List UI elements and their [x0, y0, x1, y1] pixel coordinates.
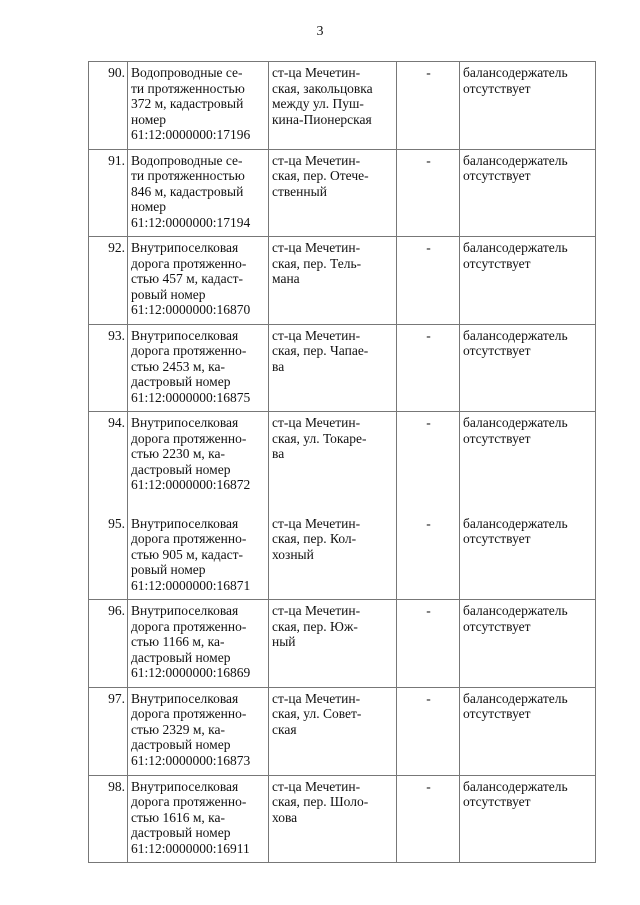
object-name-line: Внутрипоселковая: [131, 690, 239, 706]
holder-line: отсутствует: [463, 794, 531, 809]
object-name-line: Водопроводные се-: [131, 152, 243, 168]
holder-cell: [460, 600, 596, 688]
holder-line: балансодержатель: [463, 515, 568, 531]
object-name-line: Водопроводные се-: [131, 65, 243, 80]
dash-value: -: [426, 778, 431, 794]
holder-line: балансодержатель: [463, 327, 568, 343]
dash-cell: [397, 324, 460, 412]
row-number: 97.: [108, 690, 125, 706]
holder-cell: [460, 237, 596, 325]
dash-cell: [397, 687, 460, 775]
object-name-line: 61:12:0000000:17196: [131, 127, 251, 142]
row-number-cell: [89, 775, 128, 863]
row-number-cell: [89, 600, 128, 688]
address-line: ст-ца Мечетин-: [272, 515, 361, 531]
object-name-line: стью 2230 м, ка-: [131, 446, 226, 461]
object-name-line: 61:12:0000000:16873: [131, 752, 251, 768]
row-number-cell: [89, 62, 128, 150]
property-registry-table: [88, 61, 596, 863]
object-name-cell: [128, 149, 269, 237]
holder-line: отсутствует: [463, 531, 531, 546]
dash-cell: [397, 412, 460, 499]
dash-cell: [397, 600, 460, 688]
object-name-line: стью 2453 м, ка-: [131, 358, 226, 374]
object-name-line: стью 1616 м, ка-: [131, 809, 226, 825]
address-line: ская, пер. Кол-: [272, 531, 357, 546]
object-name-line: 61:12:0000000:16911: [131, 840, 250, 856]
holder-cell: [460, 412, 596, 499]
registry-body: [89, 62, 596, 863]
object-name-line: Внутрипоселковая: [131, 603, 239, 618]
address-line: мана: [272, 271, 300, 286]
table-row: [89, 149, 596, 237]
row-number: 93.: [108, 327, 125, 343]
object-name-cell: [128, 775, 269, 863]
object-name-cell: [128, 600, 269, 688]
holder-line: балансодержатель: [463, 690, 568, 706]
address-line: ская, пер. Юж-: [272, 618, 358, 634]
dash-cell: [397, 499, 460, 600]
holder-line: отсутствует: [463, 255, 531, 271]
object-name-line: дорога протяженно-: [131, 430, 247, 446]
object-name-line: номер: [131, 111, 167, 127]
object-name-cell: [128, 499, 269, 600]
object-name-line: ровый номер: [131, 286, 206, 302]
dash-value: -: [426, 690, 431, 706]
row-number-cell: [89, 324, 128, 412]
object-name-line: 61:12:0000000:16869: [131, 665, 251, 680]
object-name-line: стью 2329 м, ка-: [131, 721, 226, 737]
object-name-line: Внутрипоселковая: [131, 240, 239, 255]
object-name-line: дастровый номер: [131, 374, 231, 389]
object-name-line: дастровый номер: [131, 649, 231, 665]
page-number: 3: [316, 24, 324, 39]
holder-line: балансодержатель: [463, 603, 568, 618]
holder-line: отсутствует: [463, 80, 531, 96]
row-number: 92.: [108, 240, 125, 255]
object-name-line: дорога протяженно-: [131, 255, 247, 271]
row-number: 94.: [108, 415, 125, 430]
object-name-line: дорога протяженно-: [131, 531, 247, 546]
address-line: ст-ца Мечетин-: [272, 690, 361, 706]
holder-line: балансодержатель: [463, 65, 568, 80]
address-cell: [269, 412, 397, 499]
object-name-line: дорога протяженно-: [131, 706, 247, 721]
dash-cell: [397, 237, 460, 325]
address-line: ская, пер. Тель-: [272, 255, 362, 271]
row-number-cell: [89, 499, 128, 600]
holder-cell: [460, 149, 596, 237]
row-number: 90.: [108, 65, 125, 80]
address-line: хова: [272, 809, 298, 825]
dash-cell: [397, 62, 460, 150]
object-name-line: 61:12:0000000:17194: [131, 214, 251, 230]
dash-value: -: [426, 415, 431, 430]
address-line: ская, пер. Чапае-: [272, 343, 369, 358]
holder-line: отсутствует: [463, 343, 531, 358]
object-name-line: 372 м, кадастровый: [131, 96, 244, 111]
holder-line: балансодержатель: [463, 152, 568, 168]
table-row: [89, 412, 596, 499]
address-line: ный: [272, 634, 296, 649]
object-name-line: Внутрипоселковая: [131, 515, 239, 531]
holder-line: отсутствует: [463, 706, 531, 721]
object-name-cell: [128, 412, 269, 499]
holder-line: балансодержатель: [463, 240, 568, 255]
object-name-line: дорога протяженно-: [131, 794, 247, 809]
object-name-line: дорога протяженно-: [131, 343, 247, 358]
address-line: ская, пер. Шоло-: [272, 794, 369, 809]
object-name-line: 61:12:0000000:16870: [131, 302, 251, 317]
dash-value: -: [426, 327, 431, 343]
address-line: ст-ца Мечетин-: [272, 152, 361, 168]
object-name-line: Внутрипоселковая: [131, 327, 239, 343]
table-row: [89, 687, 596, 775]
object-name-line: стью 905 м, кадаст-: [131, 546, 244, 562]
row-number: 96.: [108, 603, 125, 618]
address-line: ская: [272, 721, 297, 737]
dash-value: -: [426, 515, 431, 531]
dash-value: -: [426, 603, 431, 618]
object-name-line: 61:12:0000000:16871: [131, 577, 251, 593]
address-line: ст-ца Мечетин-: [272, 327, 361, 343]
address-cell: [269, 237, 397, 325]
holder-line: балансодержатель: [463, 778, 568, 794]
object-name-cell: [128, 237, 269, 325]
object-name-line: ровый номер: [131, 562, 206, 577]
object-name-cell: [128, 687, 269, 775]
table-row: [89, 237, 596, 325]
table-row: [89, 324, 596, 412]
object-name-line: номер: [131, 199, 167, 214]
holder-cell: [460, 687, 596, 775]
object-name-line: 61:12:0000000:16872: [131, 477, 251, 492]
object-name-line: Внутрипоселковая: [131, 778, 239, 794]
holder-line: отсутствует: [463, 168, 531, 183]
address-line: ст-ца Мечетин-: [272, 415, 361, 430]
address-cell: [269, 499, 397, 600]
address-line: ская, пер. Отече-: [272, 168, 369, 183]
table-row: [89, 600, 596, 688]
address-line: ст-ца Мечетин-: [272, 240, 361, 255]
address-line: между ул. Пуш-: [272, 96, 364, 111]
object-name-line: ти протяженностью: [131, 80, 245, 96]
address-cell: [269, 149, 397, 237]
object-name-line: стью 1166 м, ка-: [131, 634, 225, 649]
dash-cell: [397, 775, 460, 863]
object-name-line: стью 457 м, кадаст-: [131, 271, 244, 286]
address-cell: [269, 62, 397, 150]
row-number: 91.: [108, 152, 125, 168]
dash-value: -: [426, 152, 431, 168]
holder-line: отсутствует: [463, 618, 531, 634]
row-number-cell: [89, 412, 128, 499]
holder-cell: [460, 499, 596, 600]
address-cell: [269, 775, 397, 863]
holder-cell: [460, 62, 596, 150]
holder-cell: [460, 775, 596, 863]
address-cell: [269, 600, 397, 688]
table-row: [89, 62, 596, 150]
address-line: ственный: [272, 183, 327, 199]
object-name-line: дастровый номер: [131, 825, 231, 840]
dash-value: -: [426, 65, 431, 80]
dash-value: -: [426, 240, 431, 255]
row-number: 95.: [108, 515, 125, 531]
address-cell: [269, 324, 397, 412]
address-line: хозный: [272, 546, 314, 562]
object-name-line: дастровый номер: [131, 461, 231, 477]
dash-cell: [397, 149, 460, 237]
row-number-cell: [89, 237, 128, 325]
object-name-cell: [128, 62, 269, 150]
object-name-line: 846 м, кадастровый: [131, 183, 244, 199]
address-line: ва: [272, 446, 285, 461]
address-line: ст-ца Мечетин-: [272, 65, 361, 80]
address-line: кина-Пионерская: [272, 111, 372, 127]
holder-cell: [460, 324, 596, 412]
object-name-line: ти протяженностью: [131, 168, 245, 183]
address-line: ская, ул. Совет-: [272, 706, 362, 721]
object-name-line: Внутрипоселковая: [131, 415, 239, 430]
address-line: ст-ца Мечетин-: [272, 778, 361, 794]
holder-line: балансодержатель: [463, 415, 568, 430]
address-cell: [269, 687, 397, 775]
address-line: ская, ул. Токаре-: [272, 430, 367, 446]
table-row: [89, 499, 596, 600]
row-number-cell: [89, 149, 128, 237]
address-line: ва: [272, 358, 285, 374]
holder-line: отсутствует: [463, 430, 531, 446]
object-name-line: дастровый номер: [131, 737, 231, 752]
object-name-line: 61:12:0000000:16875: [131, 389, 251, 405]
address-line: ст-ца Мечетин-: [272, 603, 361, 618]
row-number: 98.: [108, 778, 125, 794]
address-line: ская, закольцовка: [272, 80, 373, 96]
table-row: [89, 775, 596, 863]
object-name-cell: [128, 324, 269, 412]
row-number-cell: [89, 687, 128, 775]
object-name-line: дорога протяженно-: [131, 618, 247, 634]
